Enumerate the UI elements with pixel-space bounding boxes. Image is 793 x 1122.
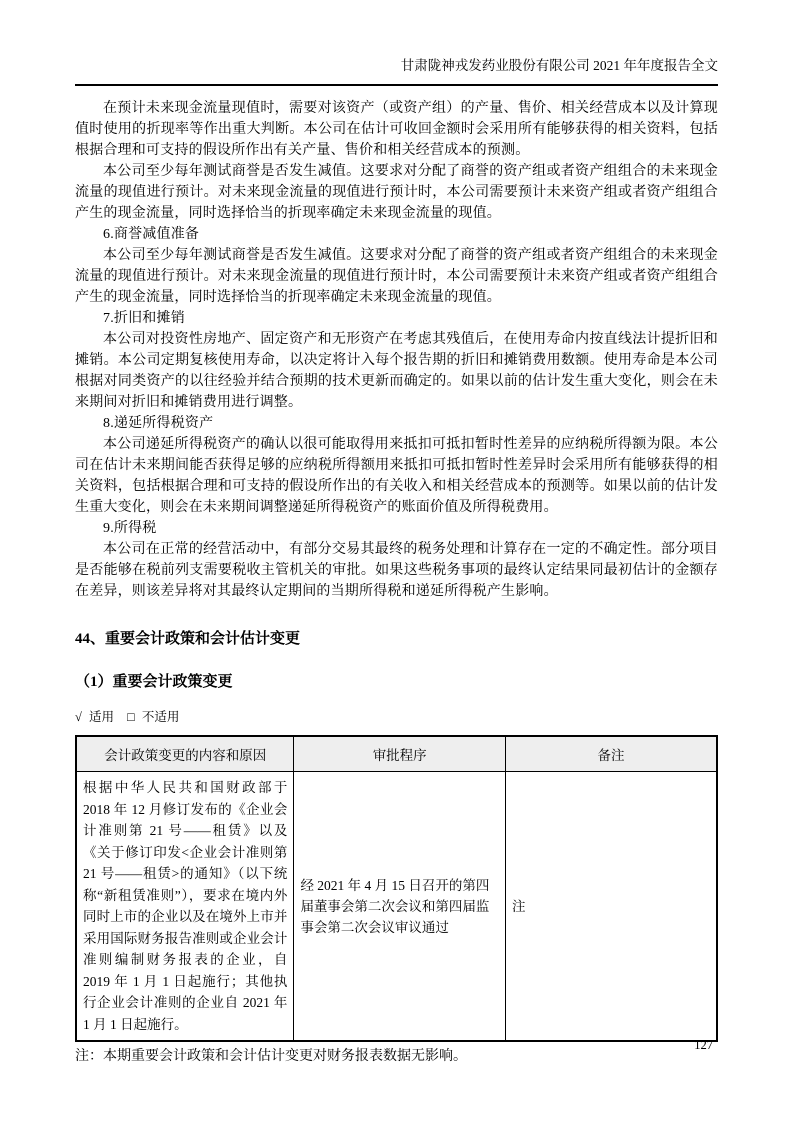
column-header-approval-procedure: 审批程序 bbox=[294, 736, 506, 772]
list-item-deferred-tax-assets: 8.递延所得税资产 bbox=[103, 416, 214, 431]
cell-change-content-reason: 根据中华人民共和国财政部于 2018 年 12 月修订发布的《企业会计准则第 21 号——租赁》以及《关于修订印发<企业会计准则第 21 号——租赁>的通知》（以下统称“新租赁准则”），要求在境内外同时上市的企业以及在境外上市并采用国际财务报告准则或企业会计准则编制财务报表的企业，自 2019 年 1 月 1 日起施行；其他执行企业会计准则的企业自 2021 年 1 月 1 日起施行。 bbox=[76, 772, 294, 1042]
paragraph: 在预计未来现金流量现值时，需要对该资产（或资产组）的产量、售价、相关经营成本以及计算现值时使用的折现率等作出重大判断。本公司在估计可收回金额时会采用所有能够获得的相关资料，包括根据合理和可支持的假设所作出有关产量、售价和相关经营成本的预测。 bbox=[75, 101, 718, 158]
applicable-label: 适用 bbox=[89, 710, 115, 724]
table-row bbox=[76, 772, 717, 1042]
policy-change-table bbox=[75, 735, 718, 1042]
section-heading-44: 44、重要会计政策和会计估计变更 bbox=[75, 631, 301, 647]
paragraph: 本公司至少每年测试商誉是否发生减值。这要求对分配了商誉的资产组或者资产组组合的未来现金流量的现值进行预计。对未来现金流量的现值进行预计时，本公司需要预计未来资产组或者资产组组合产生的现金流量，同时选择恰当的折现率确定未来现金流量的现值。 bbox=[75, 248, 718, 305]
body-text bbox=[75, 98, 718, 602]
cell-approval-procedure: 经 2021 年 4 月 15 日召开的第四届董事会第二次会议和第四届监事会第二次会议审议通过 bbox=[294, 772, 506, 1042]
column-header-remark: 备注 bbox=[505, 736, 717, 772]
paragraph: 本公司至少每年测试商誉是否发生减值。这要求对分配了商誉的资产组或者资产组组合的未来现金流量的现值进行预计。对未来现金流量的现值进行预计时，本公司需要预计未来资产组或者资产组组合产生的现金流量，同时选择恰当的折现率确定未来现金流量的现值。 bbox=[75, 164, 718, 221]
not-applicable-label: 不适用 bbox=[141, 710, 180, 724]
table-footnote: 注：本期重要会计政策和会计估计变更对财务报表数据无影响。 bbox=[75, 1049, 467, 1064]
table-header-row bbox=[76, 736, 717, 772]
applicability-row bbox=[75, 709, 718, 725]
checkmark-icon: √ bbox=[75, 710, 82, 724]
paragraph: 本公司在正常的经营活动中，有部分交易其最终的税务处理和计算存在一定的不确定性。部分项目是否能够在税前列支需要税收主管机关的审批。如果这些税务事项的最终认定结果同最初估计的金额存在差异，则该差异将对其最终认定期间的当期所得税和递延所得税产生影响。 bbox=[75, 542, 718, 599]
paragraph: 本公司递延所得税资产的确认以很可能取得用来抵扣可抵扣暂时性差异的应纳税所得额为限。本公司在估计未来期间能否获得足够的应纳税所得额用来抵扣可抵扣暂时性差异时会采用所有能够获得的相关资料，包括根据合理和可支持的假设所作出的有关收入和相关经营成本的预测等。如果以前的估计发生重大变化，则会在未来期间调整递延所得税资产的账面价值及所得税费用。 bbox=[75, 437, 718, 515]
paragraph: 本公司对投资性房地产、固定资产和无形资产在考虑其残值后，在使用寿命内按直线法计提折旧和摊销。本公司定期复核使用寿命，以决定将计入每个报告期的折旧和摊销费用数额。使用寿命是本公司根据对同类资产的以往经验并结合预期的技术更新而确定的。如果以前的估计发生重大变化，则会在未来期间对折旧和摊销费用进行调整。 bbox=[75, 332, 718, 410]
report-title: 甘肃陇神戎发药业股份有限公司 2021 年年度报告全文 bbox=[400, 58, 718, 73]
running-header bbox=[75, 56, 718, 86]
list-item-income-tax: 9.所得税 bbox=[103, 521, 157, 536]
page-number: 127 bbox=[694, 1038, 713, 1052]
subsection-heading-1: （1）重要会计政策变更 bbox=[75, 674, 233, 690]
cell-remark: 注 bbox=[505, 772, 717, 1042]
column-header-change-content-reason: 会计政策变更的内容和原因 bbox=[76, 736, 294, 772]
list-item-goodwill-impairment: 6.商誉减值准备 bbox=[103, 227, 200, 242]
empty-checkbox-icon: □ bbox=[127, 710, 135, 724]
list-item-depreciation-amortization: 7.折旧和摊销 bbox=[103, 311, 185, 326]
